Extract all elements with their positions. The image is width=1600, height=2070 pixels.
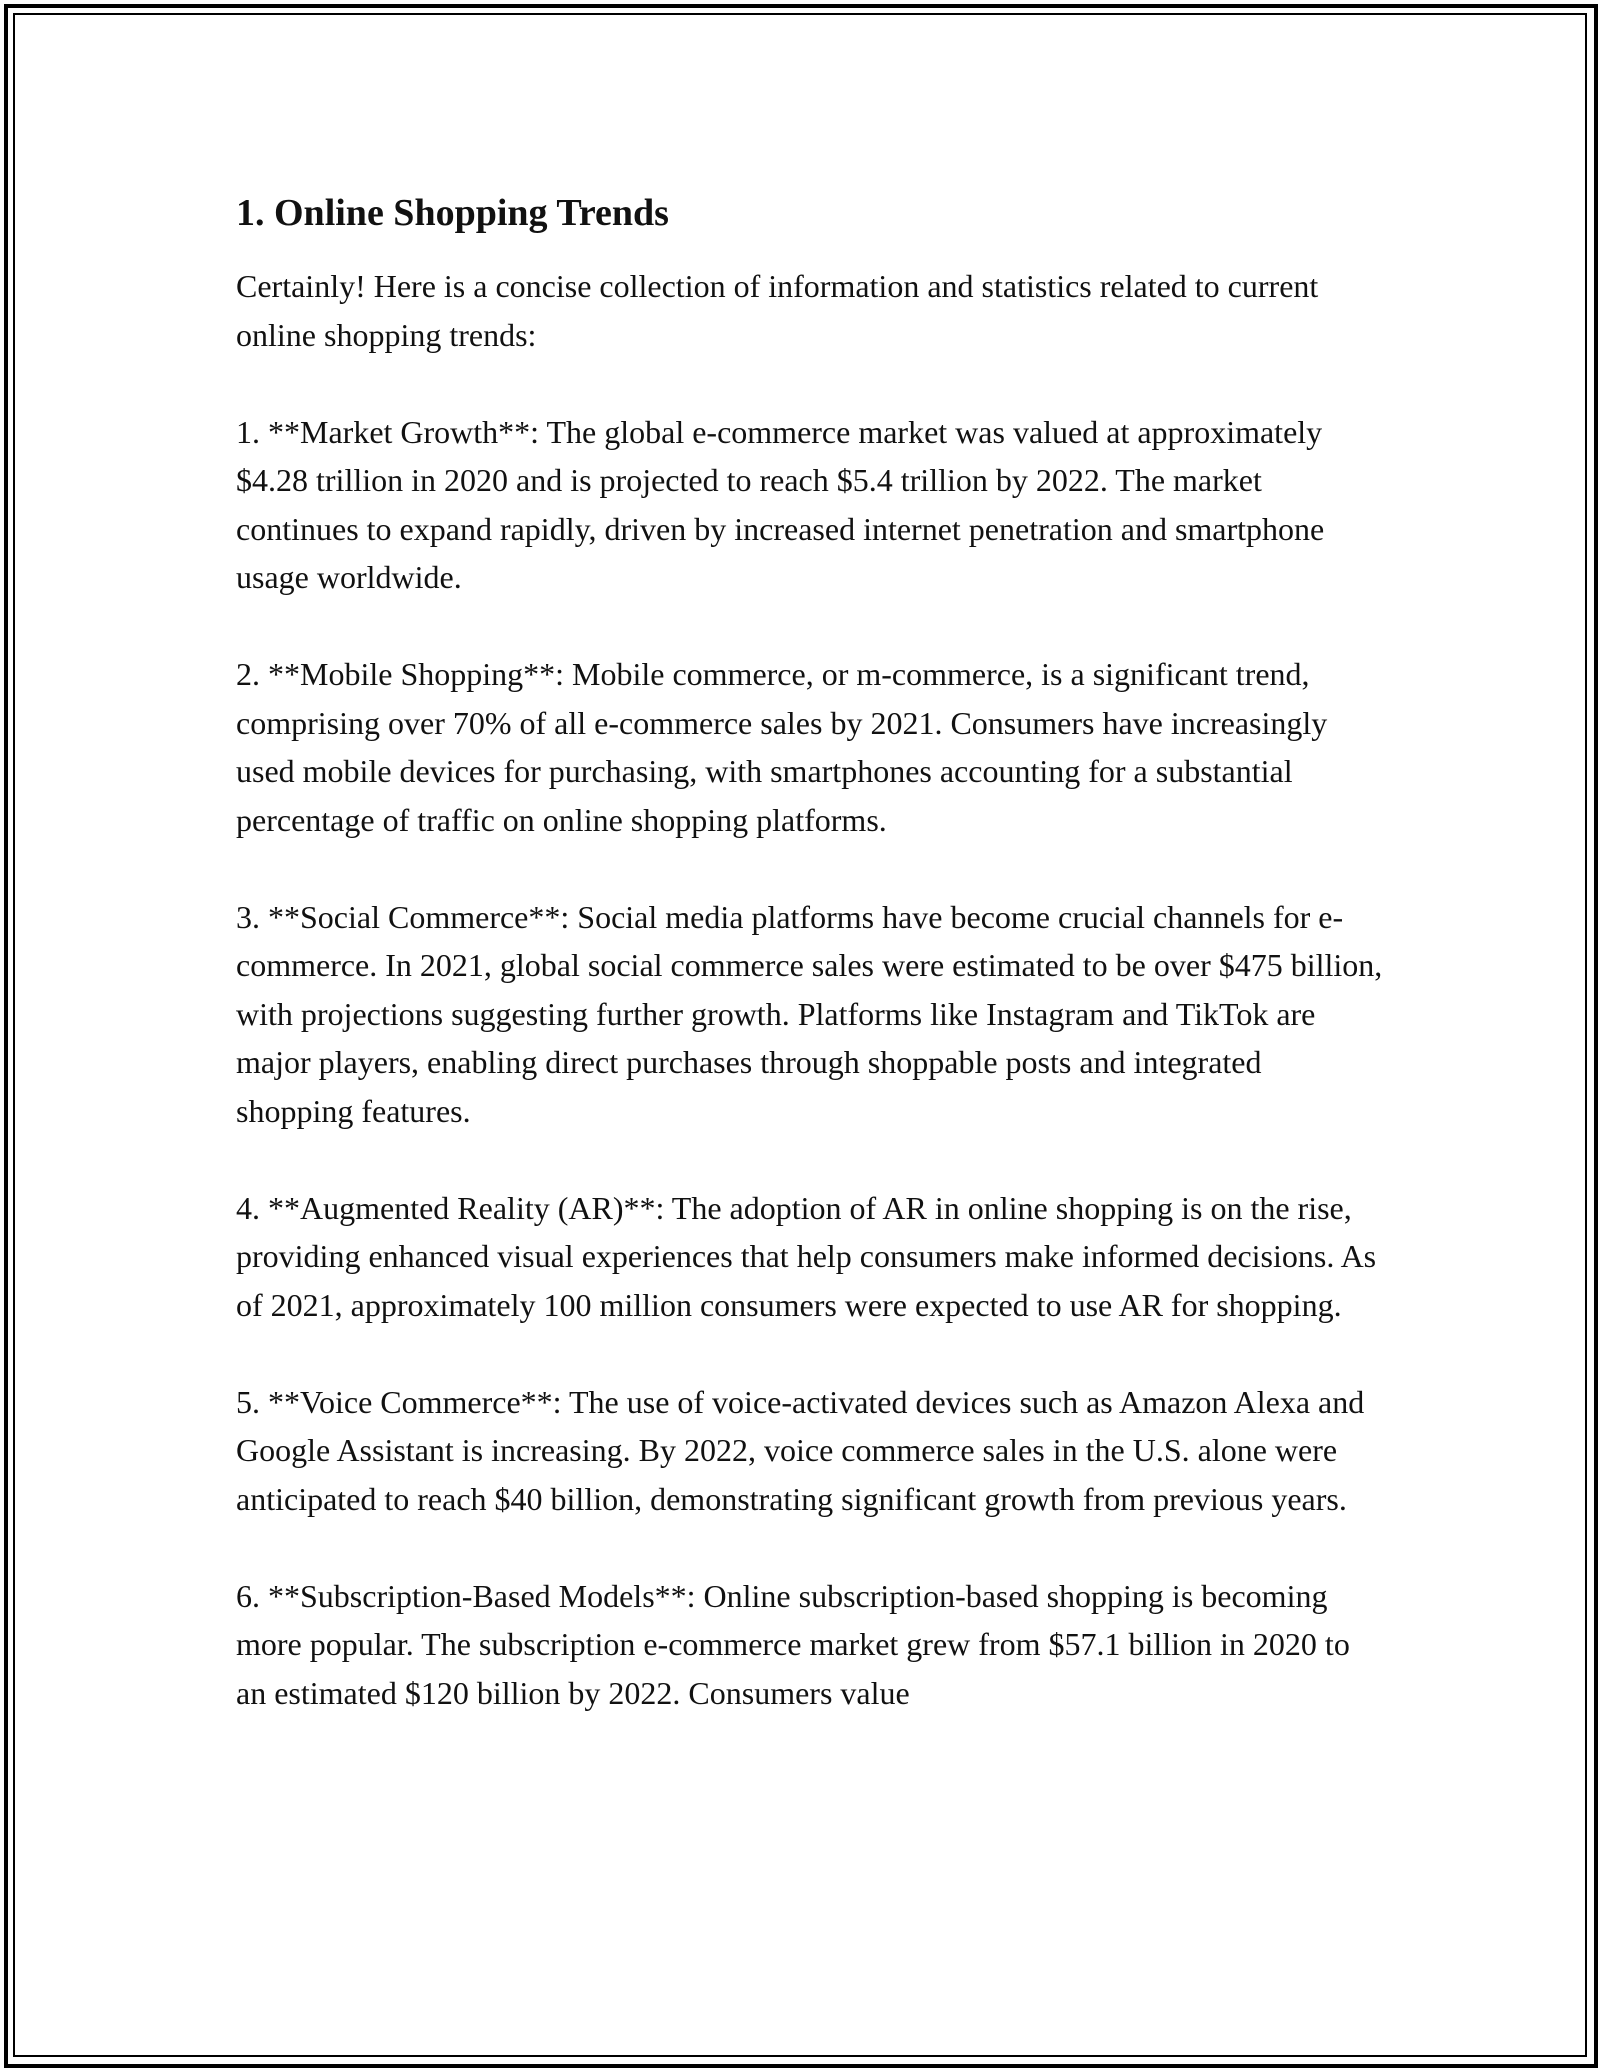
trend-social-commerce: 3. **Social Commerce**: Social media platforms have become crucial channels for e-commerce. In 2021, global social commerce sales were estimated to be over $475 billion, with projections suggesting further growth. Platforms like Instagram and TikTok are major players, enabling direct purchases through shoppable posts and integrated shopping features. xyxy=(236,898,1383,1129)
document-heading: 1. Online Shopping Trends xyxy=(236,192,669,234)
trend-subscription-models: 6. **Subscription-Based Models**: Online subscription-based shopping is becoming more popular. The subscription e-commerce market grew from $57.1 billion in 2020 to an estimated $120 billion by 2022. Consumers value xyxy=(236,1577,1350,1711)
trend-mobile-shopping: 2. **Mobile Shopping**: Mobile commerce, or m-commerce, is a significant trend, comprising over 70% of all e-commerce sales by 2021. Consumers have increasingly used mobile devices for purchasing, with smartphones accounting for a substantial percentage of traffic on online shopping platforms. xyxy=(236,656,1328,838)
trend-augmented-reality: 4. **Augmented Reality (AR)**: The adoption of AR in online shopping is on the rise, providing enhanced visual experiences that help consumers make informed decisions. As of 2021, approximately 100 million consumers were expected to use AR for shopping. xyxy=(236,1189,1377,1323)
document-body xyxy=(236,184,1386,1717)
trend-voice-commerce: 5. **Voice Commerce**: The use of voice-activated devices such as Amazon Alexa and Google Assistant is increasing. By 2022, voice commerce sales in the U.S. alone were anticipated to reach $40 billion, demonstrating significant growth from previous years. xyxy=(236,1383,1365,1517)
intro-paragraph: Certainly! Here is a concise collection of information and statistics related to current online shopping trends: xyxy=(236,268,1319,353)
trend-market-growth: 1. **Market Growth**: The global e-commerce market was valued at approximately $4.28 trillion in 2020 and is projected to reach $5.4 trillion by 2022. The market continues to expand rapidly, driven by increased internet penetration and smartphone usage worldwide. xyxy=(236,413,1325,595)
